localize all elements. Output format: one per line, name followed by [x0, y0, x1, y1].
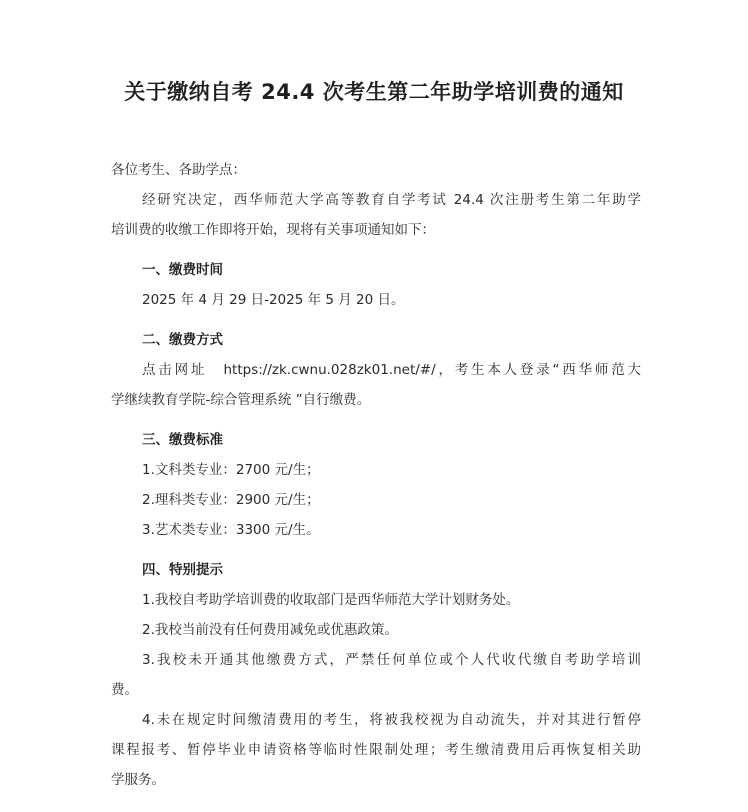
section-heading-notice: 四、特别提示	[142, 562, 223, 578]
intro-line-2: 培训费的收缴工作即将开始，现将有关事项通知如下：	[111, 222, 435, 238]
section-heading-time: 一、缴费时间	[142, 262, 223, 278]
notice-item-4-line-1: 4.未在规定时间缴清费用的考生，将被我校视为自动流失，并对其进行暂停	[142, 712, 641, 728]
standard-item-2: 2.理科类专业：2900 元/生；	[142, 492, 320, 508]
section-time-text: 2025 年 4 月 29 日-2025 年 5 月 20 日。	[142, 292, 405, 308]
section-method-line-1: 点击网址 https://zk.cwnu.028zk01.net/#/，考生本人登录“西华师范大	[142, 362, 641, 378]
notice-item-3-line-1: 3.我校未开通其他缴费方式，严禁任何单位或个人代收代缴自考助学培训	[142, 652, 641, 668]
notice-item-1: 1.我校自考助学培训费的收取部门是西华师范大学计划财务处。	[142, 592, 520, 608]
section-method-line-2: 学继续教育学院-综合管理系统 ”自行缴费。	[111, 392, 371, 408]
standard-item-3: 3.艺术类专业：3300 元/生。	[142, 522, 320, 538]
standard-item-1: 1.文科类专业：2700 元/生；	[142, 462, 320, 478]
section-heading-method: 二、缴费方式	[142, 332, 223, 348]
notice-item-3-line-2: 费。	[111, 682, 138, 698]
notice-item-4-line-3: 学服务。	[111, 772, 165, 788]
section-heading-standard: 三、缴费标准	[142, 432, 223, 448]
document-title: 关于缴纳自考 24.4 次考生第二年助学培训费的通知	[124, 80, 624, 104]
intro-line-1: 经研究决定，西华师范大学高等教育自学考试 24.4 次注册考生第二年助学	[142, 192, 641, 208]
notice-item-4-line-2: 课程报考、暂停毕业申请资格等临时性限制处理；考生缴清费用后再恢复相关助	[111, 742, 641, 758]
notice-item-2: 2.我校当前没有任何费用减免或优惠政策。	[142, 622, 398, 638]
salutation: 各位考生、各助学点：	[111, 162, 246, 178]
